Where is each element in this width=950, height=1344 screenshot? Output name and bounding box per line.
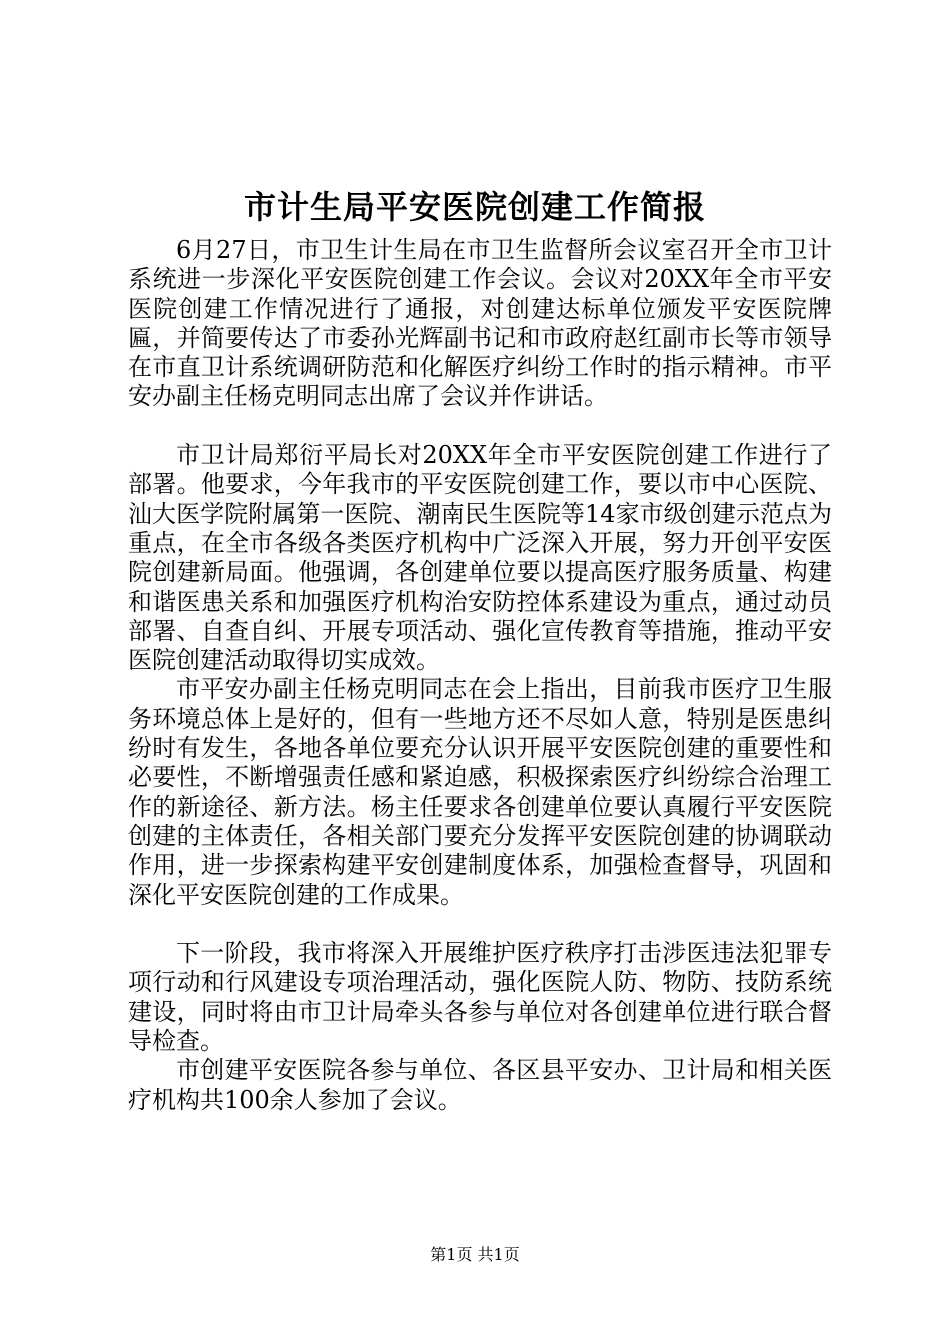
- paragraph-4: 下一阶段，我市将深入开展维护医疗秩序打击涉医违法犯罪专项行动和行风建设专项治理活动，强化医院人防、物防、技防系统建设，同时将由市卫计局牵头各参与单位对各创建单位进行联合督导检查。: [128, 939, 832, 1056]
- paragraph-5: 市创建平安医院各参与单位、各区县平安办、卫计局和相关医疗机构共100余人参加了会议。: [128, 1056, 832, 1114]
- paragraph-3: 市平安办副主任杨克明同志在会上指出，目前我市医疗卫生服务环境总体上是好的，但有一些地方还不尽如人意，特别是医患纠纷时有发生，各地各单位要充分认识开展平安医院创建的重要性和必要性，不断增强责任感和紧迫感，积极探索医疗纠纷综合治理工作的新途径、新方法。杨主任要求各创建单位要认真履行平安医院创建的主体责任，各相关部门要充分发挥平安医院创建的协调联动作用，进一步探索构建平安创建制度体系，加强检查督导，巩固和深化平安医院创建的工作成果。: [128, 675, 832, 909]
- paragraph-1: 6月27日，市卫生计生局在市卫生监督所会议室召开全市卫计系统进一步深化平安医院创建工作会议。会议对20XX年全市平安医院创建工作情况进行了通报，对创建达标单位颁发平安医院牌匾，并简要传达了市委孙光辉副书记和市政府赵红副市长等市领导在市直卫计系统调研防范和化解医疗纠纷工作时的指示精神。市平安办副主任杨克明同志出席了会议并作讲话。: [128, 236, 832, 411]
- document-title: 市计生局平安医院创建工作简报: [243, 188, 706, 226]
- document-body: [128, 236, 832, 1115]
- page-number-footer: 第1页 共1页: [430, 1245, 520, 1264]
- paragraph-2: 市卫计局郑衍平局长对20XX年全市平安医院创建工作进行了部署。他要求，今年我市的平安医院创建工作，要以市中心医院、汕大医学院附属第一医院、潮南民生医院等14家市级创建示范点为重点，在全市各级各类医疗机构中广泛深入开展，努力开创平安医院创建新局面。他强调，各创建单位要以提高医疗服务质量、构建和谐医患关系和加强医疗机构治安防控体系建设为重点，通过动员部署、自查自纠、开展专项活动、强化宣传教育等措施，推动平安医院创建活动取得切实成效。: [128, 441, 832, 675]
